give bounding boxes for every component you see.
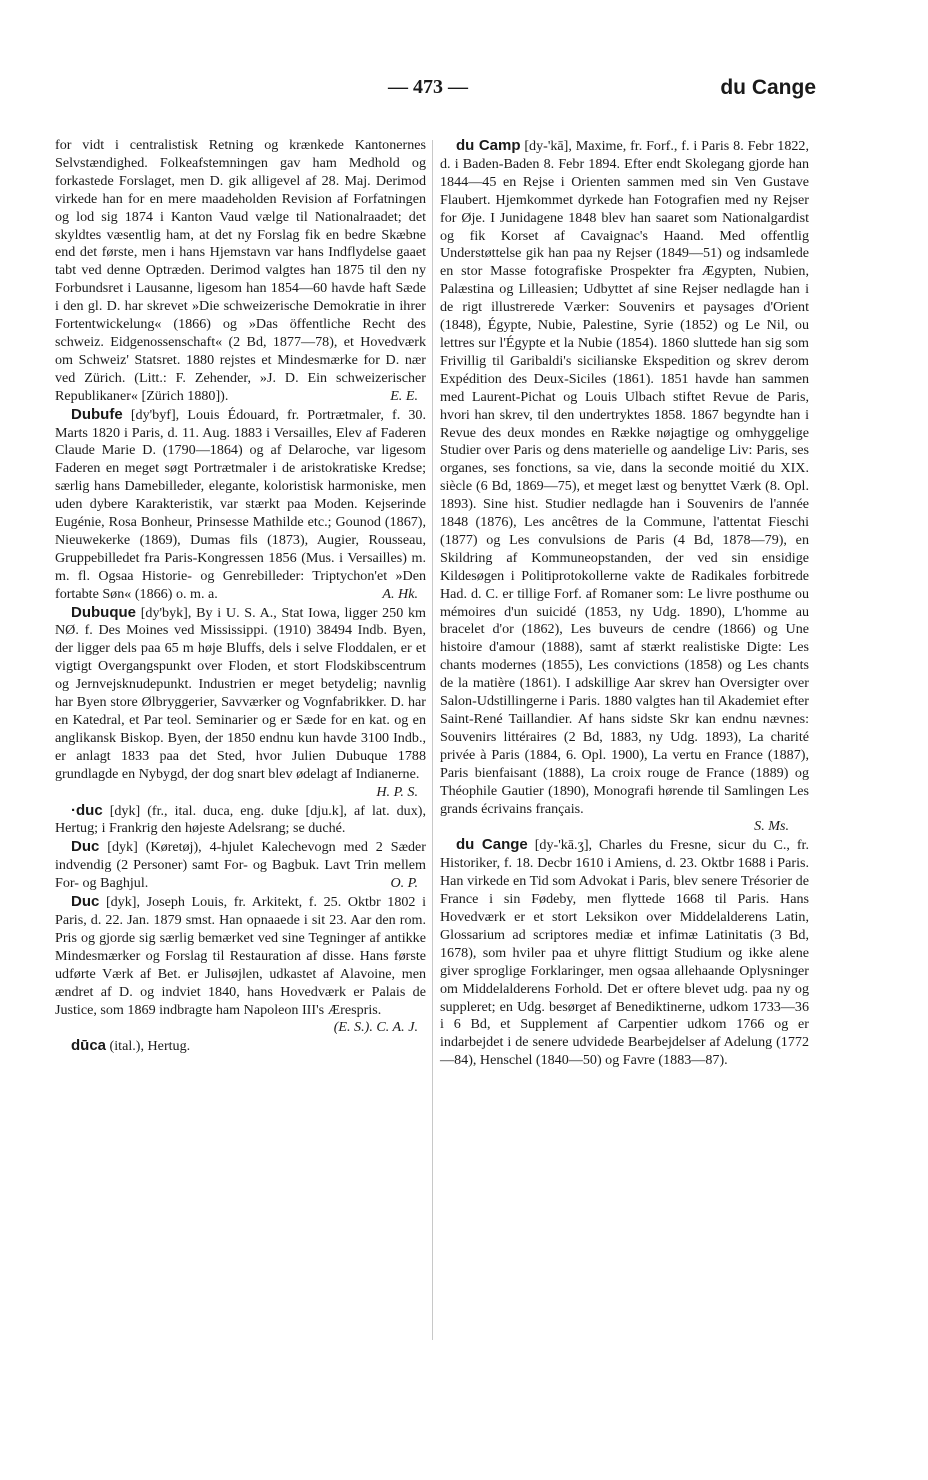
entry-text: [dy'byk], By i U. S. A., Stat Iowa, ligger 250 km NØ. f. Des Moines ved Mississippi. (1910) 38494 Indb. Byen, der ligger dels paa 65 m høje Bluffs, dels i selve Floddalen, er et vigtigt Overgangspunkt over Floden, et stort Flodskibscentrum og Jernvejsknudepunkt. Industrien er meget betydelig; navnlig har Byen store Ølbryggerier, Savværker og Vognfabrikker. D. har en Katedral, et Par teol. Seminarier og er Sæde for en kat. og en anglikansk Biskop. Byen, der 1850 endnu kun havde 3100 Indb., er anlagt 1833 paa det Sted, hvor Julien Dubuque 1788 grundlagde en Nybygd, der dog snart blev ødelagt af Indianerne. [55,604,426,782]
entry-signature: E. E. [390,387,418,404]
entry-text: [dyk] (fr., ital. duca, eng. duke [dju.k], af lat. dux), Hertug; i Frankrig den højeste Adelsrang; se duché. [55,802,426,837]
page-number: — 473 — [388,76,468,98]
entry-text: [dy-'kā], Maxime, fr. Forf., f. i Paris 8. Febr 1822, d. i Baden-Baden 8. Febr 1894. Efter endt Skolegang gjorde han 1844—45 en Rejse i Orienten sammen med sin Ven Gustave Flaubert. Hjemkommet dyrkede han Fotografien med ny Rejser for Øje. I Junidagene 1848 blev han saaret som Nationalgardist og fik Korset af Cavaignac's Haand. Med offentlig Understøttelse gik han paa ny Rejser (1849—51) og indsamlede en stor Masse fotografiske Prospekter fra Ægypten, Nubien, Palæstina og Lilleasien; Udbyttet af sine Rejser nedlagde han i de rigt illustrerede Værker: Souvenirs et paysages d'Orient (1848), Égypte, Nubie, Palestine, Syrie (1852) og Le Nil, ou lettres sur l'Égypte et la Nubie (1854). 1860 sluttede han sig som Frivillig til Garibaldi's sicilianske Ekspedition og skrev derom Expédition des Deux-Siciles (1861). 1851 havde han sammen med Laurent-Pichat og Louis Ulbach stiftet Revue de Paris, hvori han skrev, til den undertryktes 1858. 1867 begyndte han i Revue des deux mondes en Række nøjagtige og omhyggelige Studier over Paris og dens materielle og aandelige Liv: Paris, ses organes, ses fonctions, sa vie, dans la seconde moitié du XIX. siècle (6 Bd, 1869—75), et meget læst og benyttet Værk (8. Opl. 1893). Sine hist. Studier nedlagde han i Souvenirs de l'année 1848 (1876), Les ancêtres de la Commune, l'attentat Fieschi (1877) og Les convulsions de Paris (4 Bd, 1878—79), en Skildring af Kommuneopstanden, der ved sin ensidige Kildesøgen i Politiprotokollerne vakte de Radikales forbitrede Had. d. C. er tillige Forf. af Romaner som: Le livre posthume ou mémoires d'un suicidé (1853, ny Udg. 1890), L'homme au bracelet d'or (1862), Les buveurs de cendre (1866) og Une histoire d'amour (1888), samt af stærkt realistiske Digte: Les chants modernes (1855), Les convictions (1858) og Les chants de la matière (1861). I adskillige Aar skrev han Oversigter over Salon-Udstillingerne i Paris. 1880 valgtes han til Akademiet efter Saint-René Taillandier. Af hans sidste Skr kan endnu nævnes: Souvenirs littéraires (2 Bd, 1883, ny Udg. 1893), La charité privée à Paris (1884, 6. Opl. 1900), La vertu en France (1887), Paris bienfaisant (1888), La croix rouge de France (1889) og Théophile Gautier (1890), Monografi hørende til Samlingen Les grands écrivains français. [440,138,809,817]
entry-dubufe [55,406,426,604]
entry-headword: Dubuque [71,603,136,621]
page-header [0,76,928,106]
entry-headword: ·duc [71,801,103,819]
entry-duc-architect [55,893,426,1036]
entry-du-cange [440,836,809,1070]
column-divider [432,140,433,1340]
continuation-body: for vidt i centralistisk Retning og krænkede Kantonernes Selvstændighed. Folkeafstemningen gav ham Medhold og forkastede Forslaget, men D. gik alligevel af 28. Maj. Derimod virkede han for en mere maadeholden Revision af Forfatningen og lod sig 1874 i Kanton Vaud vælge til Nationalraadet; det skyldtes væsentlig ham, at det ny Forslag fik en bedre Skæbne end det første, men i hans Hjemstavn var hans Indflydelse gaaet tabt ved denne Optræden. Derimod valgtes han 1875 til den ny Forbundsret i Lausanne, ligesom han 1854—60 havde haft Sæde i den gl. D. har skrevet »Die schweizerische Demokratie in ihrer Fortentwickelung« (1866) og »Das öffentliche Recht des schweiz. Eidgenossenschaft« (2 Bd, 1877—78), et Hovedværk om Schweiz' Statsret. 1880 rejstes et Mindesmærke for D. nær ved Zürich. (Litt.: F. Zehender, »J. D. Ein schweizerischer Republikaner« [Zürich 1880]). [55,137,426,404]
entry-headword: Dubufe [71,405,123,423]
entry-text: (ital.), Hertug. [109,1038,191,1055]
entry-text: [dyk] (Køretøj), 4-hjulet Kalechevogn med 2 Sæder indvendig (2 Personer) samt For- og Bagbuk. Lavt Trin mellem For- og Baghjul. [55,839,426,892]
entry-duc-carriage [55,838,426,893]
entry-signature: A. Hk. [382,585,418,602]
entry-text: [dyk], Joseph Louis, fr. Arkitekt, f. 25. Oktbr 1802 i Paris, d. 22. Jan. 1879 smst. Han opnaaede i sit 23. Aar den rom. Pris og gjorde sig særlig bemærket ved sine Tegninger af antikke Mindesmærker og Forslag til Restauration af disse. Hans første udførte Værk af Bet. er Julisøjlen, udkastet af Alavoine, men ændret af D. og indviet 1840, hans Hovedværk er Palais de Justice, som 1869 indbragte ham Napoleon III's Ærespris. [55,894,426,1018]
entry-signature: H. P. S. [376,783,418,800]
entry-headword: Duc [71,893,100,911]
entry-duca [55,1037,426,1056]
entry-duc-title [55,802,426,839]
entry-headword: du Camp [456,137,521,154]
entry-text: [dy-'kā.ʒ], Charles du Fresne, sicur du C., fr. Historiker, f. 18. Decbr 1610 i Amiens, d. 23. Oktbr 1688 i Paris. Han virkede en Tid som Advokat i Paris, blev senere Trésorier de France i sin Fødeby, men flyttede 1668 til Paris. Hans Hovedværk er et stort Leksikon over Middelalderens Latin, Glossarium ad scriptores mediæ et infimæ Latinitatis (3 Bd, 1678), som hviler paa et uhyre flittigt Studium og ikke alene giver sproglige Forklaringer, men ogsaa allehaande Oplysninger om Middelalderens Forhold. Det er oftere blevet udg. paa ny og suppleret; en Udg. besørget af Benediktinerne, udkom 1733—36 i 6 Bd, et Supplement af Carpentier udkom 1766 og er indarbejdet i de senere udvidede Bearbejdelser af Adelung (1772—84), Henschel (1840—50) og Favre (1883—87). [440,837,809,1069]
entry-signature: O. P. [390,875,418,892]
entry-headword: Duc [71,838,100,856]
entry-signature: (E. S.). C. A. J. [333,1019,418,1036]
running-head: du Cange [720,76,816,99]
entry-du-camp [440,137,809,818]
left-column [55,137,426,1056]
entry-text: [dy'byf], Louis Édouard, fr. Portrætmaler, f. 30. Marts 1820 i Paris, d. 11. Aug. 1883 i Versailles, Elev af Faderen Claude Marie D. (1790—1864) og af Delaroche, var ligesom Faderen en meget søgt Portrætmaler i de aristokratiske Kredse; særlig hans Damebilleder, elegante, koloristisk harmoniske, men uden dybere Karakteristik, var stærkt paa Moden. Kejserinde Eugénie, Rosa Bonheur, Prinsesse Mathilde etc.; Gounod (1867), Nieuwekerke (1869), Dumas fils (1873), Augier, Rousseau, Gruppebilledet fra Paris-Kongressen 1856 (Mus. i Versailles) m. m. fl. Ogsaa Historie- og Genrebilleder: Triptychon'et »Den fortabte Søn« (1866) o. m. a. [55,406,427,602]
entry-signature: S. Ms. [754,818,789,835]
entry-headword: dūca [71,1037,107,1055]
right-column [440,137,809,1070]
continuation-text [55,137,426,406]
entry-dubuque [55,603,426,800]
entry-headword: du Cange [456,836,528,854]
